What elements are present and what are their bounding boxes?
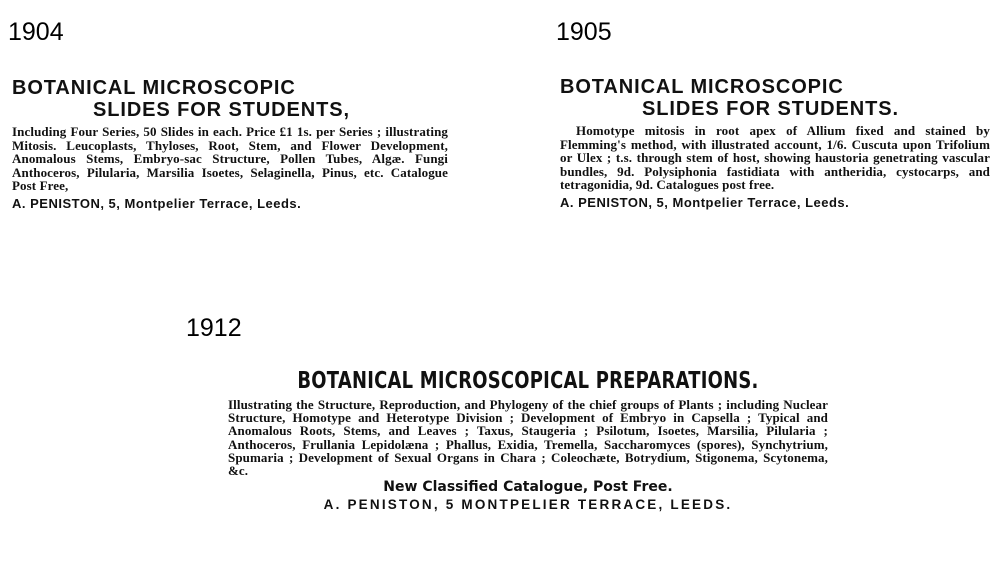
item-description: with antheridia, cystocarps, and tetragonidia, 9d. Catalogues post free.: [560, 163, 990, 192]
year-label-1905: 1905: [556, 18, 612, 46]
ad-heading-line2: SLIDES FOR STUDENTS,: [93, 99, 350, 121]
item-description: in root apex of Allium fixed and stained by Flemming's method, with illustrated account, 1/6.: [560, 123, 990, 152]
advertisement-1912: [228, 366, 828, 513]
ad-body-text: Including Four Series, 50 Slides in each. Price £1 1s. per Series ; illustrating Mitosis. Leucoplasts, Thyloses, Root, Stem, and Flower Development, Anomalous Stems, Embryo-sac Structure, Pollen Tubes, Algæ. Fungi Anthoceros, Pilularia, Marsilia Isoetes, Selaginella, Pinus, etc. Catalogue Post Free,: [12, 124, 448, 193]
ad-advertiser: A. PENISTON, 5, Montpelier Terrace, Leeds.: [560, 194, 850, 210]
item-name-cuscuta: Cuscuta: [851, 136, 898, 152]
ad-heading-line1: BOTANICAL MICROSCOPIC: [560, 76, 844, 98]
ad-catalogue-note: New Classified Catalogue, Post Free.: [383, 479, 673, 496]
item-name-polysiphonia: Polysiphonia fastidiata: [644, 163, 780, 179]
ad-advertiser: A. PENISTON, 5, Montpelier Terrace, Leeds.: [12, 195, 302, 211]
item-name-homotype-mitosis: Homotype mitosis: [576, 123, 685, 138]
item-description: upon Trifolium or Ulex ; t.s. through stem of host, showing haustoria genetrating vascular bundles, 9d.: [560, 136, 990, 179]
ad-heading-line1: BOTANICAL MICROSCOPIC: [12, 77, 296, 99]
ad-heading-line2: SLIDES FOR STUDENTS.: [642, 98, 899, 120]
year-label-1912: 1912: [186, 314, 242, 342]
ad-heading: BOTANICAL MICROSCOPICAL PREPARATIONS.: [297, 368, 759, 394]
year-label-1904: 1904: [8, 18, 64, 46]
ad-body-text: [560, 124, 990, 192]
advertisement-1904: [12, 78, 448, 212]
ad-advertiser: A. PENISTON, 5 MONTPELIER TERRACE, LEEDS.: [323, 497, 733, 513]
advertisement-1905: [560, 77, 990, 211]
ad-body-text: Illustrating the Structure, Reproduction, and Phylogeny of the chief groups of Plants ; including Nuclear Structure, Homotype and Heterotype Division ; Development of Embryo in Capsella ; Typical and Anomalous Roots, Stems, and Leaves ; Taxus, Staugeria ; Psilotum, Isoetes, Marsilia, Pilularia ; Anthoceros, Frullania Lepidolæna ; Phallus, Exidia, Tremella, Saccharomyces (spores), Synchytrium, Spumaria ; Development of Sexual Organs in Chara ; Coleochæte, Botrydium, Stigonema, Scytonema, &c.: [228, 397, 828, 479]
